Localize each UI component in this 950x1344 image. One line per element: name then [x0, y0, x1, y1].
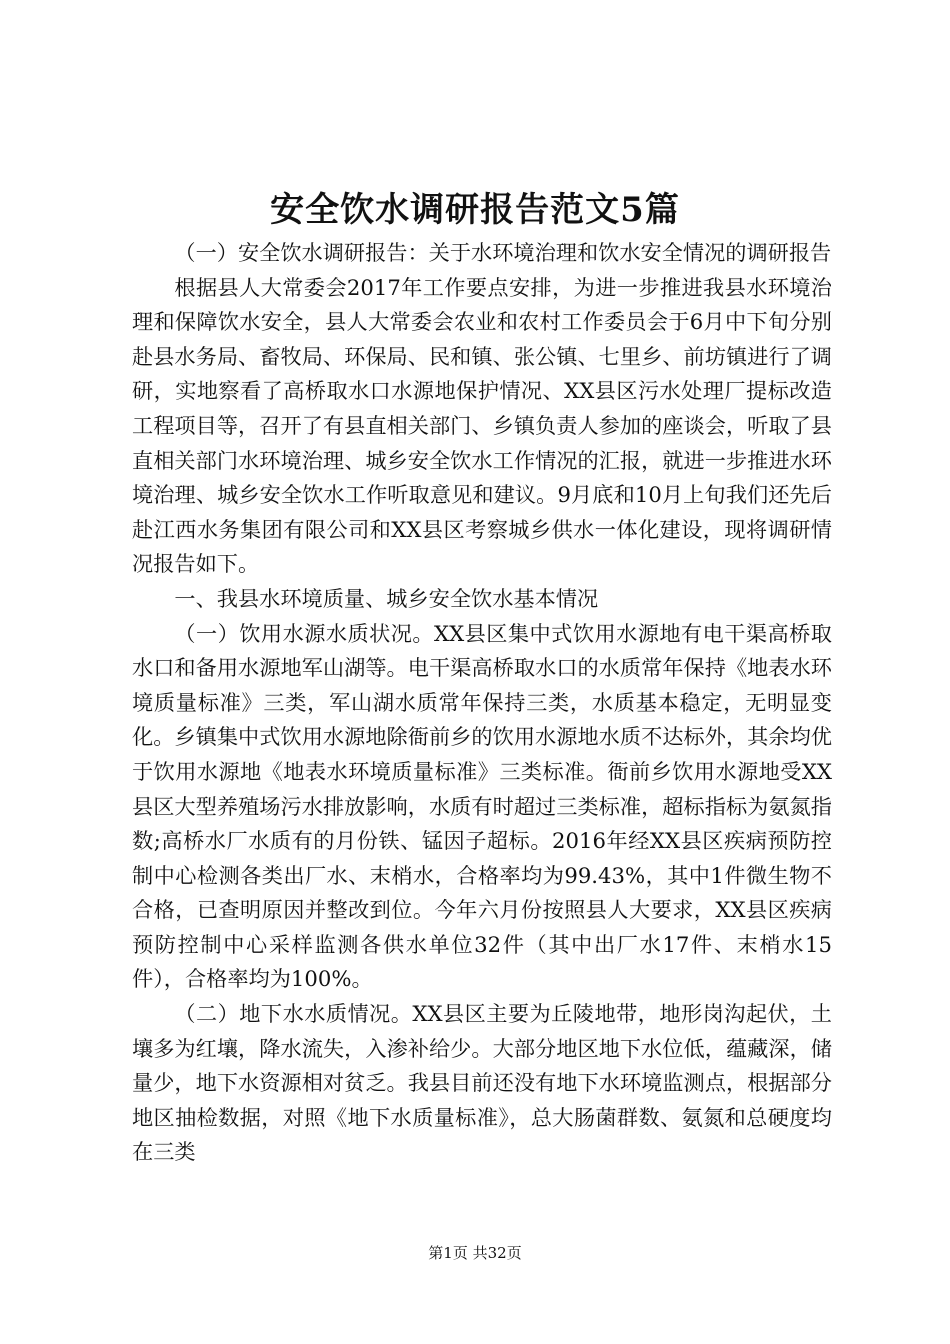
document-body	[132, 236, 832, 1170]
paragraph-groundwater-quality: （二）地下水水质情况。XX县区主要为丘陵地带，地形岗沟起伏，土壤多为红壤，降水流失，入渗补给少。大部分地区地下水位低，蕴藏深，储量少，地下水资源相对贫乏。我县目前还没有地下水环境监测点，根据部分地区抽检数据，对照《地下水质量标准》，总大肠菌群数、氨氮和总硬度均在三类	[132, 1001, 832, 1165]
page-footer: 第1页 共32页	[428, 1244, 522, 1262]
paragraph-drinking-water-quality: （一）饮用水源水质状况。XX县区集中式饮用水源地有电干渠高桥取水口和备用水源地军山湖等。电干渠高桥取水口的水质常年保持《地表水环境质量标准》三类，军山湖水质常年保持三类，水质基本稳定，无明显变化。乡镇集中式饮用水源地除衙前乡的饮用水源地水质不达标外，其余均优于饮用水源地《地表水环境质量标准》三类标准。衙前乡饮用水源地受XX县区大型养殖场污水排放影响，水质有时超过三类标准，超标指标为氨氮指数;高桥水厂水质有的月份铁、锰因子超标。2016年经XX县区疾病预防控制中心检测各类出厂水、末梢水，合格率均为99.43%，其中1件微生物不合格，已查明原因并整改到位。今年六月份按照县人大要求，XX县区疾病预防控制中心采样监测各供水单位32件（其中出厂水17件、末梢水15件），合格率均为100%。	[132, 620, 832, 992]
document-title: 安全饮水调研报告范文5篇	[270, 190, 680, 230]
paragraph-intro: 根据县人大常委会2017年工作要点安排，为进一步推进我县水环境治理和保障饮水安全，县人大常委会农业和农村工作委员会于6月中下旬分别赴县水务局、畜牧局、环保局、民和镇、张公镇、七里乡、前坊镇进行了调研，实地察看了高桥取水口水源地保护情况、XX县区污水处理厂提标改造工程项目等，召开了有县直相关部门、乡镇负责人参加的座谈会，听取了县直相关部门水环境治理、城乡安全饮水工作情况的汇报，就进一步推进水环境治理、城乡安全饮水工作听取意见和建议。9月底和10月上旬我们还先后赴江西水务集团有限公司和XX县区考察城乡供水一体化建设，现将调研情况报告如下。	[132, 274, 832, 577]
paragraph-section-heading: （一）安全饮水调研报告：关于水环境治理和饮水安全情况的调研报告	[174, 240, 832, 265]
paragraph-heading-basic-situation: 一、我县水环境质量、城乡安全饮水基本情况	[174, 585, 599, 611]
